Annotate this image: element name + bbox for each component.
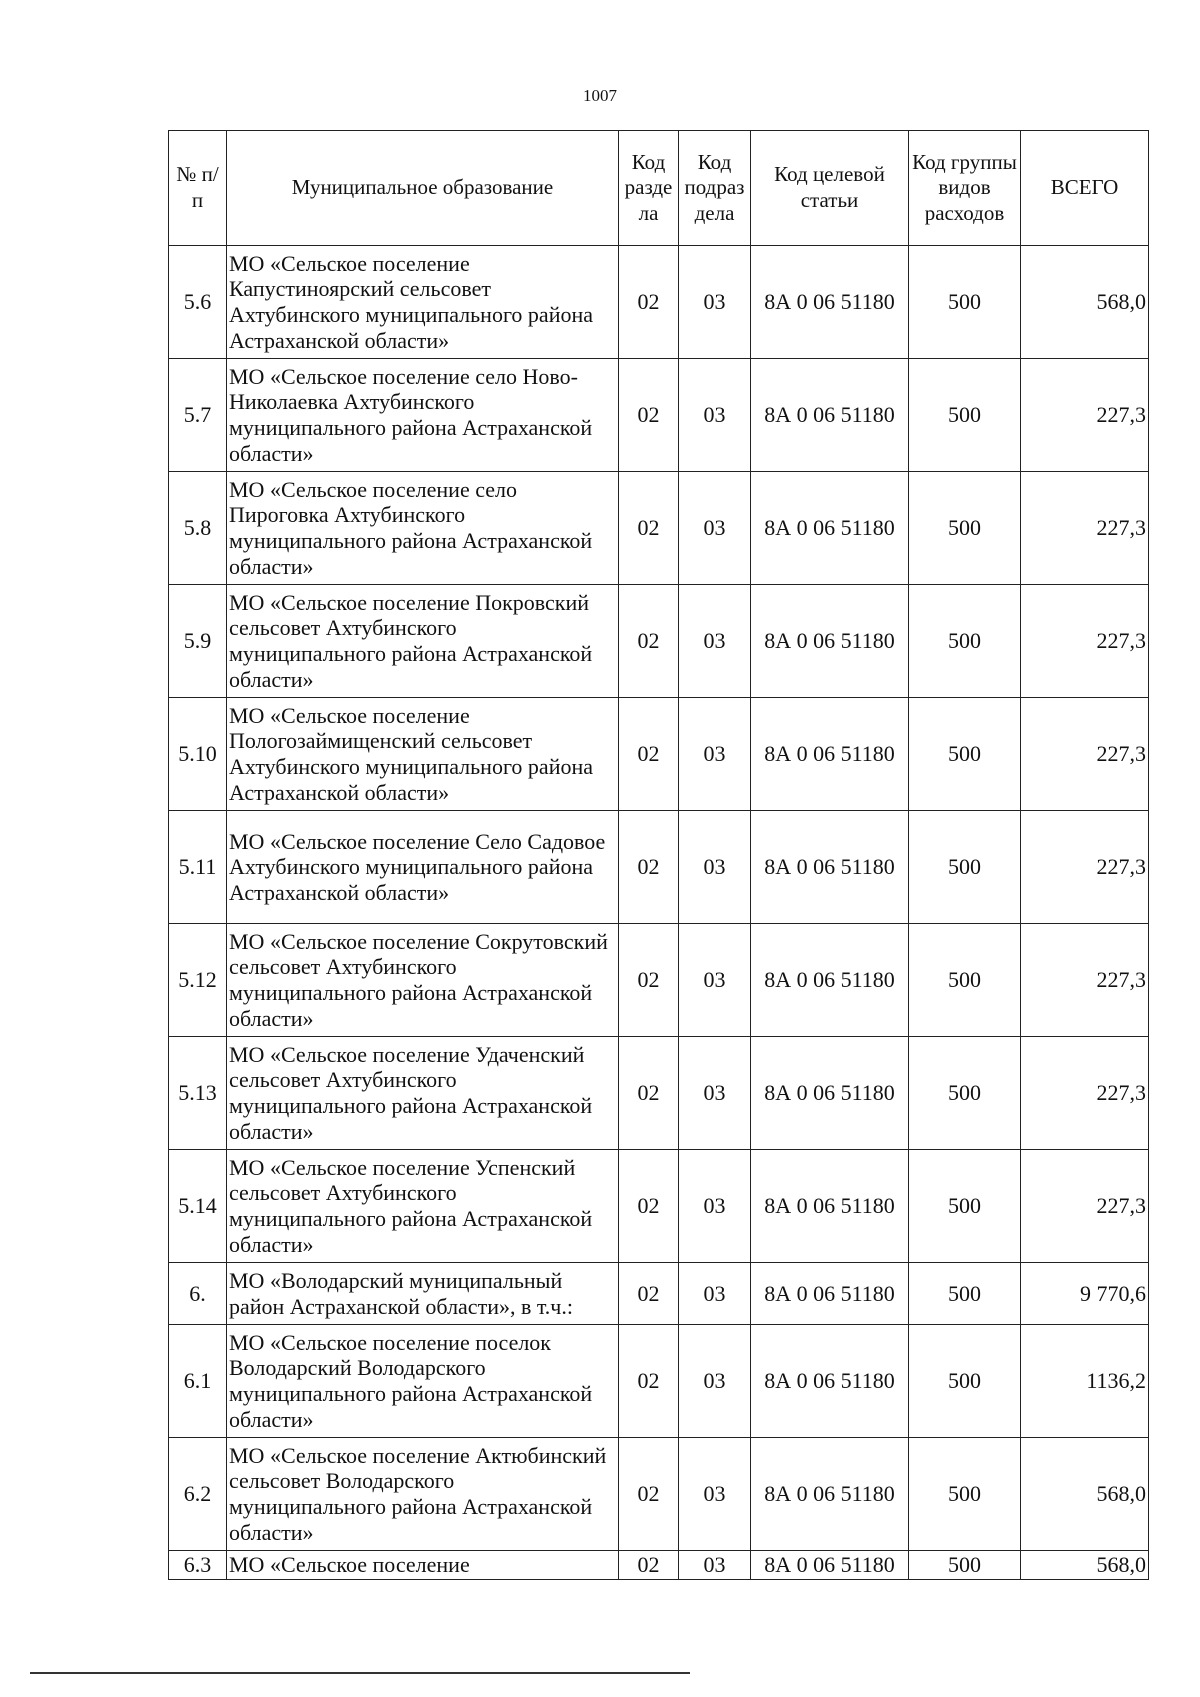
row-total: 227,3 <box>1021 359 1149 472</box>
row-total: 227,3 <box>1021 1037 1149 1150</box>
header-number: № п/п <box>169 131 227 246</box>
row-expense-group-code: 500 <box>909 1037 1021 1150</box>
row-section-code: 02 <box>619 1325 679 1438</box>
row-expense-group-code: 500 <box>909 585 1021 698</box>
row-subsection-code: 03 <box>679 698 751 811</box>
table-row <box>169 924 1149 1037</box>
row-municipality: МО «Сельское поселение село Пироговка Ахтубинского муниципального района Астраханской области» <box>227 472 619 585</box>
table-row <box>169 698 1149 811</box>
row-number: 5.14 <box>169 1150 227 1263</box>
row-section-code: 02 <box>619 698 679 811</box>
table-row <box>169 1325 1149 1438</box>
row-target-code: 8А 0 06 51180 <box>751 1325 909 1438</box>
row-target-code: 8А 0 06 51180 <box>751 1150 909 1263</box>
row-section-code: 02 <box>619 1150 679 1263</box>
row-expense-group-code: 500 <box>909 811 1021 924</box>
row-section-code: 02 <box>619 1037 679 1150</box>
table-row <box>169 585 1149 698</box>
row-number: 5.8 <box>169 472 227 585</box>
table-row <box>169 246 1149 359</box>
row-subsection-code: 03 <box>679 585 751 698</box>
row-municipality: МО «Сельское поселение Актюбинский сельсовет Володарского муниципального района Астраханской области» <box>227 1438 619 1551</box>
row-section-code: 02 <box>619 585 679 698</box>
row-total: 568,0 <box>1021 1438 1149 1551</box>
row-expense-group-code: 500 <box>909 1150 1021 1263</box>
row-target-code: 8А 0 06 51180 <box>751 585 909 698</box>
row-subsection-code: 03 <box>679 924 751 1037</box>
row-expense-group-code: 500 <box>909 1325 1021 1438</box>
row-subsection-code: 03 <box>679 1551 751 1580</box>
row-municipality: МО «Сельское поселение Пологозаймищенский сельсовет Ахтубинского муниципального района Астраханской области» <box>227 698 619 811</box>
row-number: 5.9 <box>169 585 227 698</box>
row-subsection-code: 03 <box>679 1438 751 1551</box>
row-total: 568,0 <box>1021 246 1149 359</box>
row-subsection-code: 03 <box>679 1325 751 1438</box>
row-municipality: МО «Сельское поселение Покровский сельсовет Ахтубинского муниципального района Астраханской области» <box>227 585 619 698</box>
row-number: 6.3 <box>169 1551 227 1580</box>
row-number: 5.7 <box>169 359 227 472</box>
row-expense-group-code: 500 <box>909 359 1021 472</box>
row-target-code: 8А 0 06 51180 <box>751 1037 909 1150</box>
row-section-code: 02 <box>619 924 679 1037</box>
row-number: 5.11 <box>169 811 227 924</box>
row-total: 227,3 <box>1021 472 1149 585</box>
row-number: 6.2 <box>169 1438 227 1551</box>
row-municipality: МО «Сельское поселение Капустиноярский сельсовет Ахтубинского муниципального района Астраханской области» <box>227 246 619 359</box>
header-target-code: Код целевой статьи <box>751 131 909 246</box>
row-target-code: 8А 0 06 51180 <box>751 1438 909 1551</box>
row-expense-group-code: 500 <box>909 472 1021 585</box>
table-row <box>169 811 1149 924</box>
row-section-code: 02 <box>619 246 679 359</box>
budget-table <box>168 130 1149 1580</box>
row-subsection-code: 03 <box>679 811 751 924</box>
row-number: 5.10 <box>169 698 227 811</box>
header-section-code: Код разде ла <box>619 131 679 246</box>
table-header-row <box>169 131 1149 246</box>
row-municipality: МО «Сельское поселение Сокрутовский сельсовет Ахтубинского муниципального района Астраханской области» <box>227 924 619 1037</box>
row-target-code: 8А 0 06 51180 <box>751 811 909 924</box>
row-total: 1136,2 <box>1021 1325 1149 1438</box>
row-total: 9 770,6 <box>1021 1263 1149 1325</box>
table-row <box>169 1037 1149 1150</box>
row-expense-group-code: 500 <box>909 924 1021 1037</box>
row-section-code: 02 <box>619 1551 679 1580</box>
row-subsection-code: 03 <box>679 246 751 359</box>
row-subsection-code: 03 <box>679 1263 751 1325</box>
row-number: 5.6 <box>169 246 227 359</box>
row-section-code: 02 <box>619 811 679 924</box>
row-number: 5.12 <box>169 924 227 1037</box>
row-subsection-code: 03 <box>679 1150 751 1263</box>
row-section-code: 02 <box>619 1438 679 1551</box>
row-municipality: МО «Сельское поселение Успенский сельсовет Ахтубинского муниципального района Астраханской области» <box>227 1150 619 1263</box>
row-municipality: МО «Володарский муниципальный район Астраханской области», в т.ч.: <box>227 1263 619 1325</box>
row-number: 6. <box>169 1263 227 1325</box>
row-expense-group-code: 500 <box>909 1438 1021 1551</box>
row-total: 227,3 <box>1021 1150 1149 1263</box>
table-row <box>169 359 1149 472</box>
header-municipality: Муниципальное образование <box>227 131 619 246</box>
row-municipality: МО «Сельское поселение поселок Володарский Володарского муниципального района Астраханской области» <box>227 1325 619 1438</box>
row-target-code: 8А 0 06 51180 <box>751 1263 909 1325</box>
row-total: 568,0 <box>1021 1551 1149 1580</box>
row-municipality: МО «Сельское поселение Село Садовое Ахтубинского муниципального района Астраханской области» <box>227 811 619 924</box>
row-expense-group-code: 500 <box>909 1263 1021 1325</box>
row-number: 5.13 <box>169 1037 227 1150</box>
row-total: 227,3 <box>1021 811 1149 924</box>
row-section-code: 02 <box>619 1263 679 1325</box>
row-section-code: 02 <box>619 472 679 585</box>
row-total: 227,3 <box>1021 585 1149 698</box>
row-municipality: МО «Сельское поселение село Ново-Николаевка Ахтубинского муниципального района Астраханской области» <box>227 359 619 472</box>
row-municipality: МО «Сельское поселение Удаченский сельсовет Ахтубинского муниципального района Астраханской области» <box>227 1037 619 1150</box>
row-expense-group-code: 500 <box>909 698 1021 811</box>
row-target-code: 8А 0 06 51180 <box>751 1551 909 1580</box>
row-target-code: 8А 0 06 51180 <box>751 359 909 472</box>
row-number: 6.1 <box>169 1325 227 1438</box>
row-target-code: 8А 0 06 51180 <box>751 698 909 811</box>
table-row <box>169 1150 1149 1263</box>
bottom-divider <box>30 1672 690 1674</box>
row-target-code: 8А 0 06 51180 <box>751 472 909 585</box>
row-total: 227,3 <box>1021 698 1149 811</box>
row-section-code: 02 <box>619 359 679 472</box>
page-number: 1007 <box>583 86 617 105</box>
row-target-code: 8А 0 06 51180 <box>751 246 909 359</box>
row-expense-group-code: 500 <box>909 246 1021 359</box>
table-row <box>169 1551 1149 1580</box>
row-subsection-code: 03 <box>679 472 751 585</box>
table-row <box>169 1438 1149 1551</box>
table-row <box>169 1263 1149 1325</box>
header-subsection-code: Код подраз дела <box>679 131 751 246</box>
header-total: ВСЕГО <box>1021 131 1149 246</box>
header-expense-group-code: Код группы видов расходов <box>909 131 1021 246</box>
row-total: 227,3 <box>1021 924 1149 1037</box>
row-subsection-code: 03 <box>679 359 751 472</box>
row-subsection-code: 03 <box>679 1037 751 1150</box>
row-expense-group-code: 500 <box>909 1551 1021 1580</box>
table-row <box>169 472 1149 585</box>
row-target-code: 8А 0 06 51180 <box>751 924 909 1037</box>
row-municipality: МО «Сельское поселение <box>227 1551 619 1580</box>
